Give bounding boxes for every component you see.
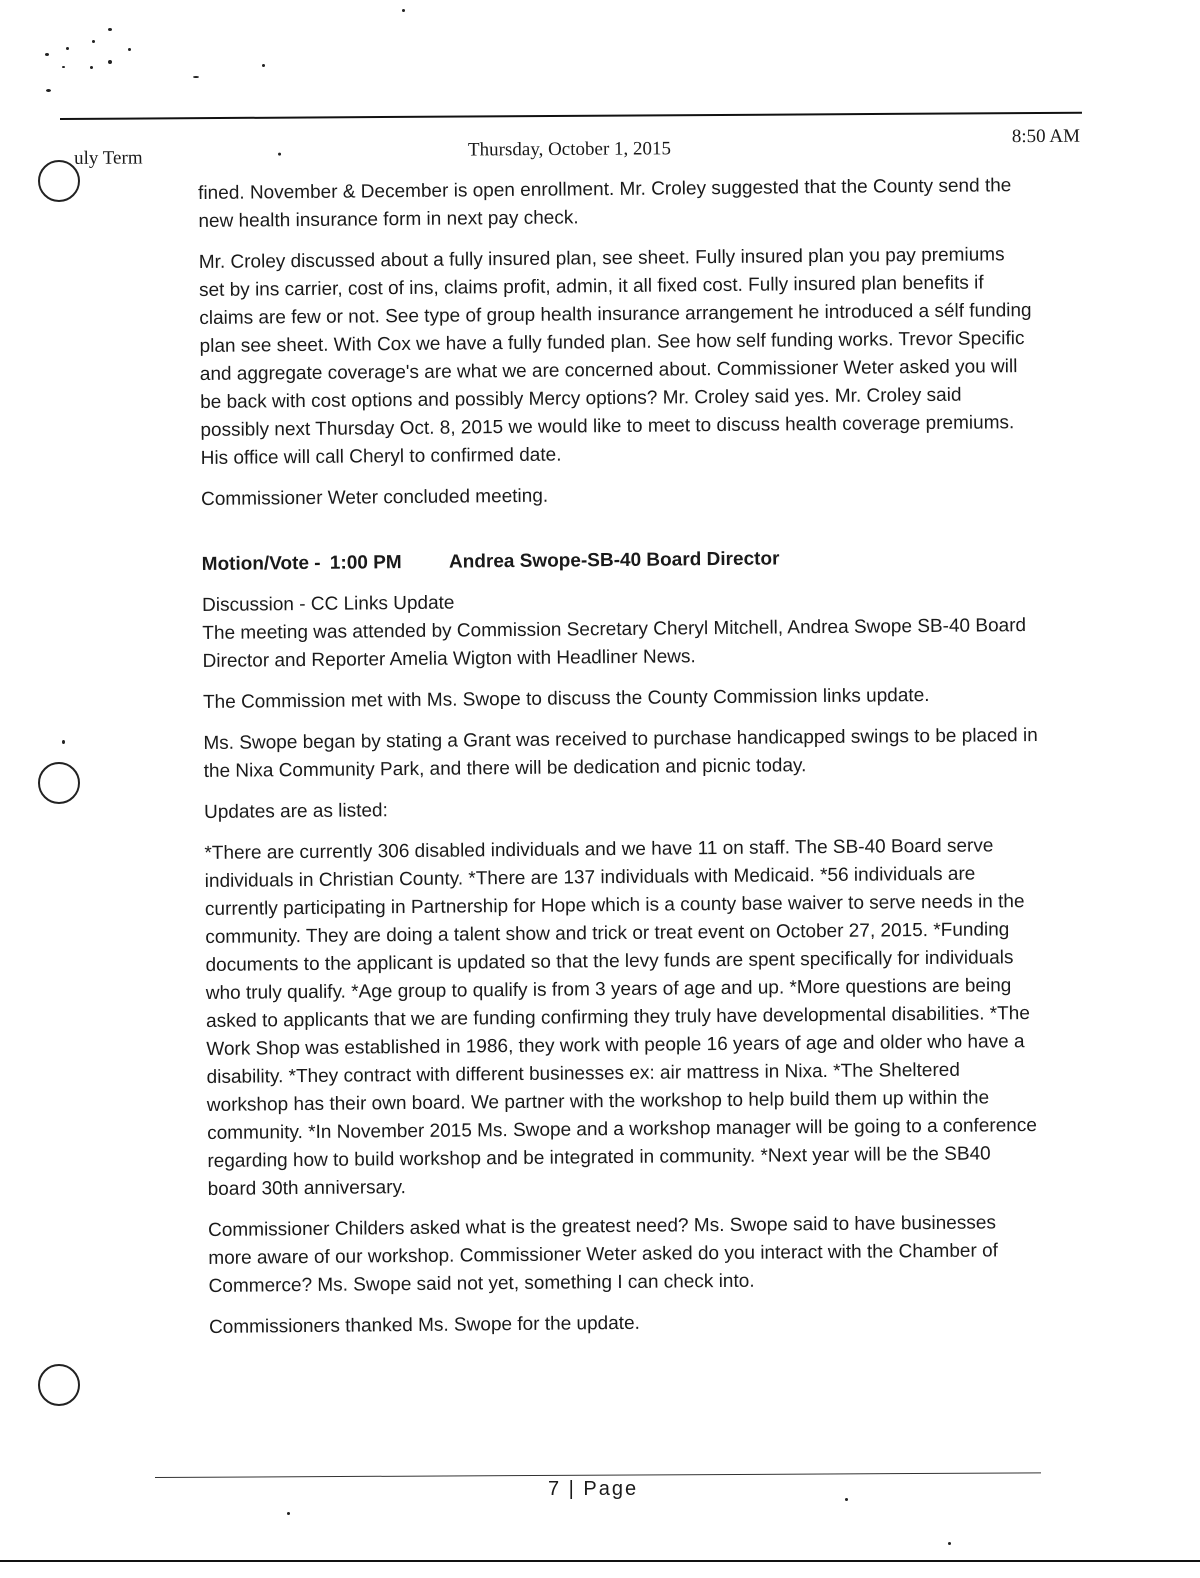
- paragraph-open-enrollment: fined. November & December is open enrollment. Mr. Croley suggested that the County send the new health insurance form in next pay check.: [198, 175, 1012, 232]
- updates-heading: Updates are as listed:: [203, 800, 388, 823]
- header-date: Thursday, October 1, 2015: [467, 138, 672, 161]
- motion-title: Andrea Swope-SB-40 Board Director: [448, 548, 780, 573]
- header-term: uly Term: [73, 147, 143, 169]
- minutes-body: [198, 172, 1044, 1355]
- scan-speck: [62, 66, 65, 68]
- scan-speck: [108, 28, 112, 31]
- paragraph-concluded: Commissioner Weter concluded meeting.: [200, 485, 549, 510]
- scan-speck: [402, 9, 405, 12]
- header-dot: [278, 153, 281, 156]
- punch-hole: [38, 1364, 80, 1406]
- scan-speck: [948, 1542, 951, 1545]
- paragraph-thanks: Commissioners thanked Ms. Swope for the update.: [208, 1312, 640, 1338]
- scan-speck: [845, 1498, 848, 1501]
- scan-speck: [62, 740, 65, 744]
- scan-bottom-edge: [0, 1560, 1200, 1562]
- scan-speck: [262, 64, 265, 67]
- paragraph-grant: Ms. Swope began by stating a Grant was received to purchase handicapped swings to be placed in the Nixa Community Park, and there will be dedication and picnic today.: [203, 724, 1038, 782]
- paragraph-commission-met: The Commission met with Ms. Swope to discuss the County Commission links update.: [202, 685, 930, 713]
- punch-hole: [38, 762, 80, 804]
- scan-speck: [128, 48, 131, 51]
- scan-speck: [45, 53, 49, 56]
- paragraph-insured-plan: Mr. Croley discussed about a fully insured plan, see sheet. Fully insured plan you pay premiums set by ins carrier, cost of ins, claims profit, admin, it all fixed cost. Fully insured plan benefits if claims are few or not. See type of group health insurance arrangement he introduced a sélf funding plan see sheet. With Cox we have a fully funded plan. See how self funding works. Trevor Specific and aggregate coverage's are what we are concerned about. Commissioner Weter asked you will be back with cost options and possibly Mercy options? Mr. Croley said yes. Mr. Croley said possibly next Thursday Oct. 8, 2015 we would like to meet to discuss health coverage premiums. His office will call Cheryl to confirmed date.: [198, 244, 1032, 469]
- scan-speck: [90, 66, 93, 69]
- page-number: 7 | Page: [548, 1478, 639, 1500]
- scan-speck: [108, 60, 112, 64]
- scan-speck: [193, 76, 199, 78]
- header-time: 8:50 AM: [1011, 125, 1081, 148]
- header-rule: [60, 112, 1082, 120]
- motion-time: 1:00 PM: [329, 552, 402, 574]
- scan-speck: [92, 40, 95, 43]
- scan-speck: [287, 1512, 290, 1515]
- scan-speck: [66, 47, 69, 50]
- discussion-line: Discussion - CC Links Update: [201, 592, 455, 616]
- motion-label: Motion/Vote -: [201, 552, 321, 575]
- punch-hole: [38, 160, 80, 202]
- page-header: [60, 125, 1082, 169]
- paragraph-updates: *There are currently 306 disabled individuals and we have 11 on staff. The SB-40 Board serve individuals in Christian County. *There are 137 individuals with Medicaid. *56 individuals are currently participating in Partnership for Hope which is a county base waiver to serve needs in the community. They are doing a talent show and trick or treat event on October 27, 2015. *Funding documents to the applicant is updated so that the levy funds are spent specifically for individuals who truly qualify. *Age group to qualify is from 3 years of age and up. *More questions are being asked to applicants that we are funding confirming they truly have developmental disabilities. *The Work Shop was established in 1986, they work with people 16 years of age and older who have a disability. *They contract with different businesses ex: air mattress in Nixa. *The Sheltered workshop has their own board. We partner with the workshop to help build them up within the community. *In November 2015 Ms. Swope and a workshop manager will be going to a conference regarding how to build workshop and be integrated in community. *Next year will be the SB40 board 30th anniversary.: [204, 835, 1037, 1200]
- scan-speck: [46, 89, 51, 92]
- paragraph-attended: The meeting was attended by Commission Secretary Cheryl Mitchell, Andrea Swope SB-40 Board Director and Reporter Amelia Wigton with Headliner News.: [202, 615, 1027, 672]
- paragraph-greatest-need: Commissioner Childers asked what is the greatest need? Ms. Swope said to have businesses more aware of our workshop. Commissioner Weter asked do you interact with the Chamber of Commerce? Ms. Swope said not yet, something I can check into.: [207, 1212, 998, 1297]
